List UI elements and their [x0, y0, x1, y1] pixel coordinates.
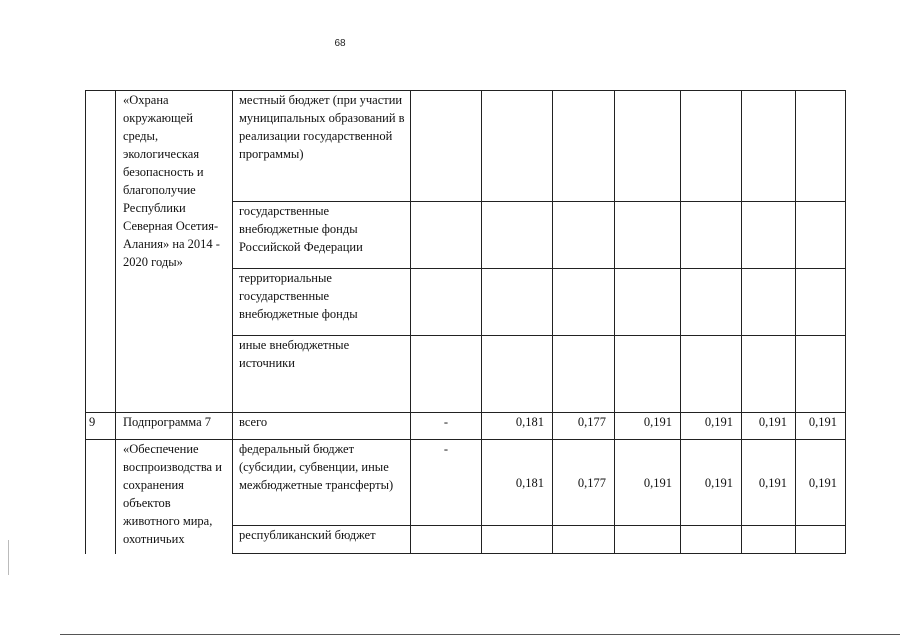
value-cell: 0,191 — [796, 440, 846, 526]
value-cell — [742, 269, 796, 336]
value-cell — [742, 202, 796, 269]
value-cell — [681, 202, 742, 269]
source-label-cell — [233, 202, 411, 269]
value-cell — [742, 336, 796, 413]
program-name: «Охрана окружающей среды, экологическая безопасность и благополучие Республики Северная Осетия-Алания» на 2014 - 2020 годы» — [123, 93, 220, 269]
value-cell — [796, 202, 846, 269]
row-number-cell — [86, 440, 116, 554]
value-cell — [411, 91, 482, 202]
value-cell — [681, 91, 742, 202]
value-cell — [553, 202, 615, 269]
source-label-cell — [233, 526, 411, 554]
source-label: местный бюджет (при участии муниципальных образований в реализации государственной программы) — [239, 93, 405, 161]
value-cell — [553, 336, 615, 413]
value-cell — [796, 91, 846, 202]
value-cell — [482, 269, 553, 336]
table-row — [86, 413, 846, 440]
value-cell — [411, 202, 482, 269]
value-cell — [553, 269, 615, 336]
value-cell — [615, 269, 681, 336]
value-cell: 0,177 — [553, 413, 615, 440]
value-cell — [615, 336, 681, 413]
value-cell — [411, 269, 482, 336]
value-cell — [615, 202, 681, 269]
margin-mark — [8, 540, 9, 575]
value-cell — [796, 336, 846, 413]
row-number: 9 — [89, 415, 96, 429]
value-cell: - — [411, 440, 482, 526]
source-label-cell — [233, 440, 411, 526]
page-number: 68 — [334, 38, 346, 49]
program-name-cell — [116, 91, 233, 413]
value-cell: 0,181 — [482, 413, 553, 440]
source-label: территориальные государственные внебюджетные фонды — [239, 271, 358, 321]
value-cell — [553, 526, 615, 554]
table-row — [86, 440, 846, 526]
source-label: республиканский бюджет — [239, 528, 376, 542]
source-label: иные внебюджетные источники — [239, 338, 350, 370]
value-cell: 0,191 — [615, 413, 681, 440]
value-cell — [482, 336, 553, 413]
row-number-cell — [86, 413, 116, 440]
subprogram-name: «Обеспечение воспроизводства и сохранения объектов животного мира, охотничьих — [123, 442, 222, 546]
value-cell: 0,191 — [742, 413, 796, 440]
value-cell — [681, 269, 742, 336]
value-cell: 0,191 — [681, 440, 742, 526]
subprogram-name-cell — [116, 440, 233, 554]
value-cell: 0,191 — [796, 413, 846, 440]
value-cell — [742, 91, 796, 202]
value-cell: 0,191 — [681, 413, 742, 440]
value-cell: 0,191 — [742, 440, 796, 526]
value-cell: 0,181 — [482, 440, 553, 526]
source-label: всего — [239, 415, 268, 429]
row-number-cell — [86, 91, 116, 413]
value-cell — [681, 336, 742, 413]
value-cell — [482, 91, 553, 202]
value-cell — [482, 526, 553, 554]
value-cell — [742, 526, 796, 554]
value-cell — [796, 269, 846, 336]
value-cell — [553, 91, 615, 202]
value-cell — [615, 91, 681, 202]
source-label-cell — [233, 269, 411, 336]
value-cell: 0,191 — [615, 440, 681, 526]
subprogram-title: Подпрограмма 7 — [123, 415, 212, 429]
source-label-cell — [233, 91, 411, 202]
source-label-cell — [233, 336, 411, 413]
value-cell — [796, 526, 846, 554]
value-cell — [411, 336, 482, 413]
page-bottom-line — [60, 634, 900, 635]
source-label: федеральный бюджет (субсидии, субвенции, иные межбюджетные трансферты) — [239, 442, 394, 492]
subprogram-title-cell — [116, 413, 233, 440]
value-cell: 0,177 — [553, 440, 615, 526]
funding-table — [85, 90, 846, 554]
table-row — [86, 91, 846, 202]
value-cell — [482, 202, 553, 269]
value-cell — [681, 526, 742, 554]
source-label-cell — [233, 413, 411, 440]
source-label: государственные внебюджетные фонды Российской Федерации — [239, 204, 363, 254]
value-cell — [615, 526, 681, 554]
value-cell — [411, 526, 482, 554]
value-cell: - — [411, 413, 482, 440]
